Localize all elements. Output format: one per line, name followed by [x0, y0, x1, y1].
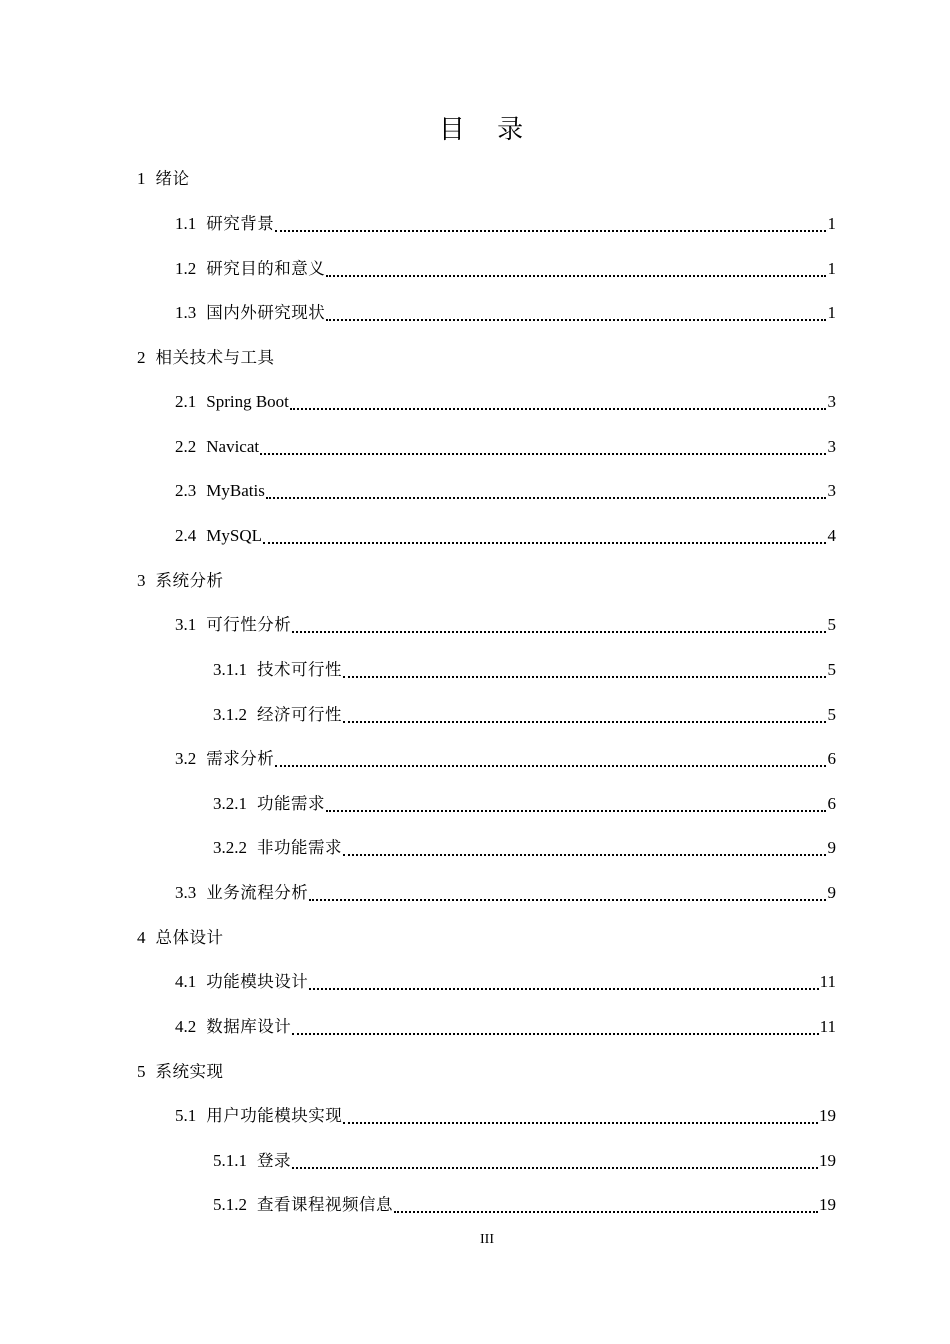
toc-entry-3-1-2[interactable]	[213, 700, 836, 730]
toc-entry-2-2[interactable]	[175, 432, 836, 462]
toc-entry-number: 5.1.2	[213, 1195, 247, 1214]
toc-entry-number: 2	[137, 348, 146, 367]
toc-entry-number: 5	[137, 1062, 146, 1081]
toc-entry-number: 2.1	[175, 392, 197, 411]
toc-entry-5-1-2[interactable]	[213, 1190, 836, 1220]
toc-entry-title: 可行性分析	[206, 615, 292, 634]
toc-entry-page: 19	[819, 1106, 836, 1125]
toc-entry-title: 经济可行性	[257, 705, 342, 724]
toc-entry-title: 功能需求	[257, 794, 325, 813]
toc-entry-page: 3	[827, 481, 836, 500]
dot-leader	[260, 453, 826, 455]
toc-entry-3-3[interactable]	[175, 878, 836, 908]
toc-entry-page: 5	[827, 615, 836, 634]
dot-leader	[309, 988, 818, 990]
toc-entry-number: 3.2.2	[213, 838, 247, 857]
toc-entry-number: 2.2	[175, 437, 197, 456]
toc-entry-number: 1.3	[175, 303, 197, 322]
toc-entry-title: 总体设计	[155, 928, 224, 947]
dot-leader	[275, 765, 826, 767]
dot-leader	[292, 1033, 818, 1035]
toc-entry-page: 3	[827, 392, 836, 411]
toc-entry-4-1[interactable]	[175, 967, 836, 997]
toc-entry-title: 研究背景	[206, 214, 275, 233]
toc-entry-number: 2.4	[175, 526, 197, 545]
toc-entry-title: 绪论	[155, 169, 190, 188]
toc-entry-2-1[interactable]	[175, 387, 836, 417]
dot-leader	[343, 676, 826, 678]
toc-entry-number: 1	[137, 169, 146, 188]
toc-chapter-3[interactable]	[137, 566, 224, 596]
toc-entry-5-1-1[interactable]	[213, 1146, 836, 1176]
toc-entry-number: 5.1.1	[213, 1151, 247, 1170]
toc-title: 目 录	[438, 115, 536, 145]
dot-leader	[292, 631, 826, 633]
toc-entry-page: 4	[827, 526, 836, 545]
toc-entry-page: 11	[819, 1017, 836, 1036]
toc-chapter-1[interactable]	[137, 164, 190, 194]
toc-entry-page: 9	[827, 883, 836, 902]
dot-leader	[263, 542, 826, 544]
toc-entry-2-4[interactable]	[175, 521, 836, 551]
toc-entry-title: MyBatis	[206, 481, 265, 500]
toc-entry-title: 相关技术与工具	[155, 348, 275, 367]
toc-entry-3-1[interactable]	[175, 610, 836, 640]
toc-entry-number: 1.2	[175, 259, 197, 278]
toc-entry-page: 1	[827, 303, 836, 322]
toc-entry-title: 需求分析	[206, 749, 275, 768]
toc-entry-number: 2.3	[175, 481, 197, 500]
dot-leader	[275, 230, 826, 232]
toc-entry-2-3[interactable]	[175, 476, 836, 506]
toc-chapter-5[interactable]	[137, 1057, 224, 1087]
toc-entry-1-1[interactable]	[175, 209, 836, 239]
toc-entry-title: MySQL	[206, 526, 262, 545]
toc-entry-title: 登录	[257, 1151, 291, 1170]
toc-entry-number: 3.2	[175, 749, 197, 768]
toc-entry-4-2[interactable]	[175, 1012, 836, 1042]
toc-entry-title: 功能模块设计	[206, 972, 309, 991]
toc-entry-number: 3.1.1	[213, 660, 247, 679]
toc-entry-1-2[interactable]	[175, 254, 836, 284]
toc-entry-page: 5	[827, 705, 836, 724]
toc-entry-number: 3.1.2	[213, 705, 247, 724]
toc-entry-3-2[interactable]	[175, 744, 836, 774]
dot-leader	[394, 1211, 818, 1213]
toc-entry-number: 3.2.1	[213, 794, 247, 813]
toc-entry-3-1-1[interactable]	[213, 655, 836, 685]
toc-entry-page: 5	[827, 660, 836, 679]
dot-leader	[343, 854, 826, 856]
toc-entry-1-3[interactable]	[175, 298, 836, 328]
dot-leader	[343, 721, 826, 723]
toc-entry-number: 1.1	[175, 214, 197, 233]
toc-entry-page: 9	[827, 838, 836, 857]
dot-leader	[292, 1167, 818, 1169]
dot-leader	[326, 319, 826, 321]
toc-entry-title: 查看课程视频信息	[257, 1195, 393, 1214]
toc-entry-page: 19	[819, 1151, 836, 1170]
dot-leader	[266, 497, 826, 499]
toc-entry-page: 6	[827, 794, 836, 813]
toc-entry-page: 19	[819, 1195, 836, 1214]
toc-entry-title: 非功能需求	[257, 838, 342, 857]
toc-entry-3-2-1[interactable]	[213, 789, 836, 819]
toc-entry-3-2-2[interactable]	[213, 833, 836, 863]
dot-leader	[290, 408, 826, 410]
page-number: III	[480, 1232, 494, 1247]
toc-entry-title: 研究目的和意义	[206, 259, 326, 278]
toc-entry-number: 3	[137, 571, 146, 590]
toc-entry-title: 系统分析	[155, 571, 224, 590]
toc-entry-page: 11	[819, 972, 836, 991]
toc-entry-number: 4.2	[175, 1017, 197, 1036]
toc-entry-number: 5.1	[175, 1106, 197, 1125]
toc-entry-title: 业务流程分析	[206, 883, 309, 902]
toc-entry-title: 数据库设计	[206, 1017, 292, 1036]
toc-entry-page: 1	[827, 259, 836, 278]
toc-entry-title: 国内外研究现状	[206, 303, 326, 322]
dot-leader	[309, 899, 826, 901]
toc-entry-page: 1	[827, 214, 836, 233]
toc-entry-5-1[interactable]	[175, 1101, 836, 1131]
toc-entry-page: 6	[827, 749, 836, 768]
dot-leader	[326, 810, 826, 812]
toc-entry-number: 3.3	[175, 883, 197, 902]
toc-entry-number: 4.1	[175, 972, 197, 991]
toc-chapter-2[interactable]	[137, 343, 275, 373]
toc-entry-number: 3.1	[175, 615, 197, 634]
toc-entry-title: 技术可行性	[257, 660, 342, 679]
toc-entry-number: 4	[137, 928, 146, 947]
dot-leader	[343, 1122, 818, 1124]
toc-entry-title: 系统实现	[155, 1062, 224, 1081]
toc-entry-title: Navicat	[206, 437, 260, 456]
toc-entry-title: Spring Boot	[206, 392, 289, 411]
toc-entry-title: 用户功能模块实现	[206, 1106, 343, 1125]
toc-entry-page: 3	[827, 437, 836, 456]
toc-chapter-4[interactable]	[137, 923, 224, 953]
dot-leader	[326, 275, 826, 277]
